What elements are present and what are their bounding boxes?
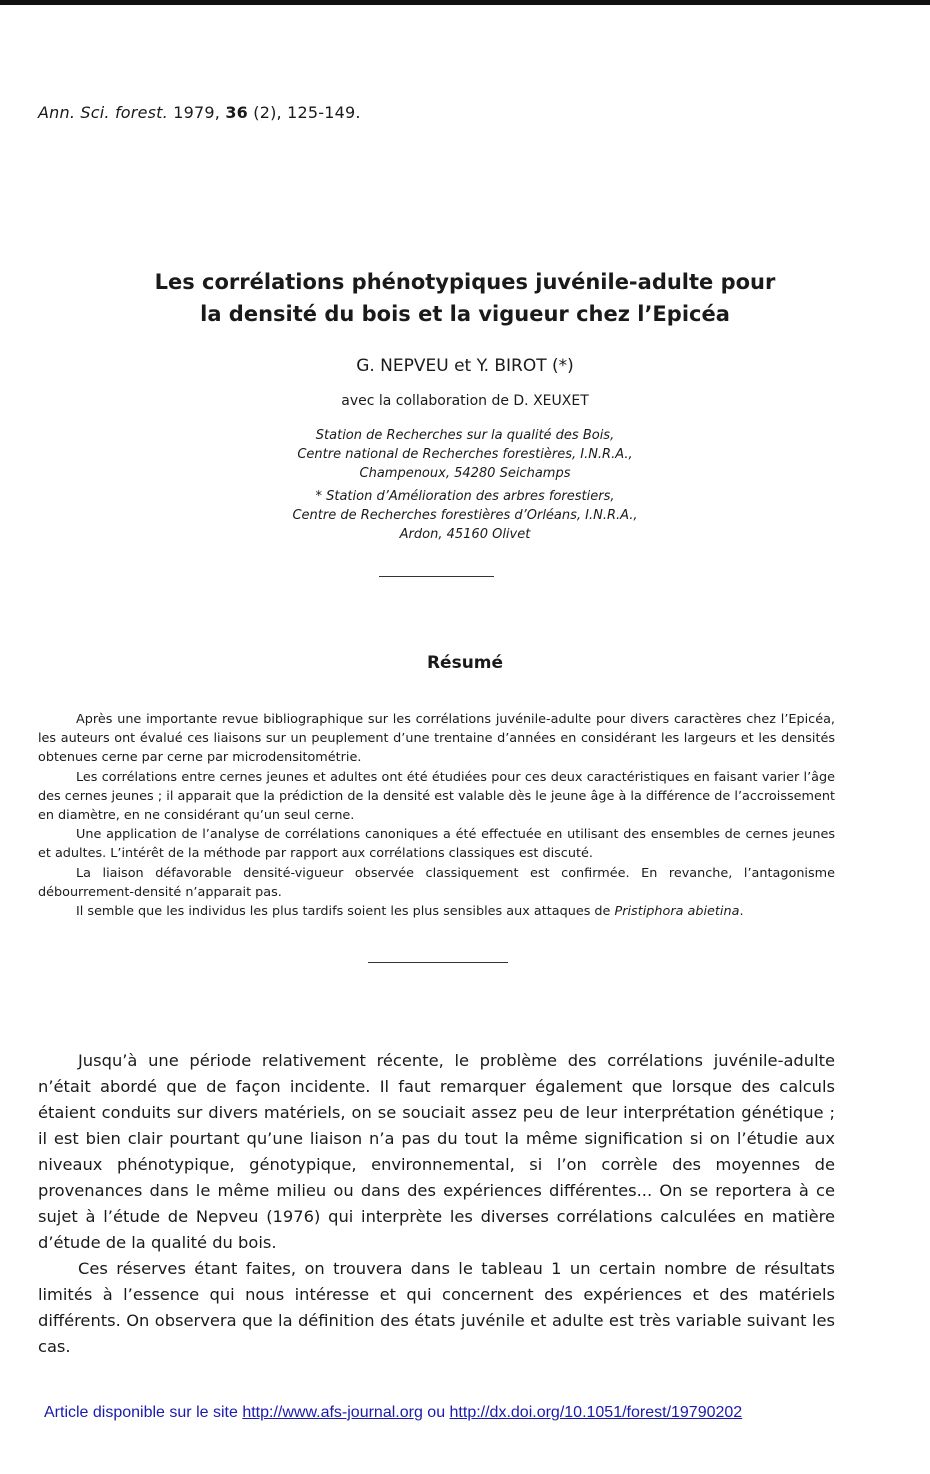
section-divider-2 (368, 962, 508, 963)
abstract-heading: Résumé (426, 653, 504, 673)
affiliation-1-line-2: Centre national de Recherches forestières, I.N.R.A., (297, 447, 633, 462)
body-text (38, 1048, 835, 1360)
affiliation-1-line-3: Champenoux, 54280 Seichamps (359, 466, 571, 481)
abstract-paragraph-1: Après une importante revue bibliographique sur les corrélations juvénile-adulte pour divers caractères chez l’Epicéa, les auteurs ont évalué ces liaisons sur un peuplement d’une trentaine d’années en considérant les largeurs et les densités obtenues cerne par cerne par microdensitométrie. (38, 712, 835, 766)
citation-volume: 36 (225, 103, 248, 122)
availability-footer (44, 1404, 742, 1422)
citation (38, 103, 361, 122)
abstract-paragraph-5 (38, 902, 835, 921)
body-paragraph-2: Ces réserves étant faites, on trouvera dans le tableau 1 un certain nombre de résultats limités à l’essence qui nous intéresse et qui concernent des expériences et des matériels différents. On observera que la définition des états juvénile et adulte est très variable suivant les cas. (38, 1259, 835, 1356)
abstract-p5-end: . (739, 904, 744, 920)
citation-year: 1979, (173, 103, 221, 122)
paper-title (60, 266, 870, 330)
abstract-p5-text: Il semble que les individus les plus tardifs soient les plus sensibles aux attaques de (76, 904, 615, 920)
collaboration: avec la collaboration de D. XEUXET (341, 393, 589, 409)
title-line-1: Les corrélations phénotypiques juvénile-adulte pour (154, 270, 776, 294)
abstract-paragraph-2: Les corrélations entre cernes jeunes et adultes ont été étudiées pour ces deux caractéristiques en faisant varier l’âge des cernes jeunes ; il apparait que la prédiction de la densité est valable dès le jeune âge à la différence de l’accroissement en diamètre, en ne considérant qu’un seul cerne. (38, 769, 835, 824)
title-line-2: la densité du bois et la vigueur chez l’Epicéa (200, 302, 730, 326)
citation-issue-pages: (2), 125-149. (253, 103, 361, 122)
abstract-paragraph-3: Une application de l’analyse de corrélations canoniques a été effectuée en utilisant des ensembles de cernes jeunes et adultes. L’intérêt de la méthode par rapport aux corrélations classiques est discuté. (38, 827, 835, 862)
affiliation-2 (0, 487, 930, 544)
journal-site-link[interactable]: http://www.afs-journal.org (242, 1404, 423, 1421)
citation-journal: Ann. Sci. forest. (38, 103, 168, 122)
affiliation-2-line-2: Centre de Recherches forestières d’Orléans, I.N.R.A., (292, 508, 638, 523)
affiliation-1 (0, 426, 930, 483)
affiliation-2-line-3: Ardon, 45160 Olivet (399, 527, 531, 542)
scan-top-border (0, 0, 930, 5)
section-divider (379, 576, 494, 577)
authors: G. NEPVEU et Y. BIROT (*) (356, 356, 574, 376)
body-paragraph-1: Jusqu’à une période relativement récente, le problème des corrélations juvénile-adulte n’était abordé que de façon incidente. Il faut remarquer également que lorsque des calculs étaient conduits sur divers matériels, on se souciait assez peu de leur interprétation génétique ; il est bien clair pourtant qu’une liaison n’a pas du tout la même signification si on l’étudie aux niveaux phénotypique, génotypique, environnemental, si l’on corrèle des moyennes de provenances dans le même milieu ou dans des expériences différentes... On se reportera à ce sujet à l’étude de Nepveu (1976) qui interprète les diverses corrélations calculées en matière d’étude de la qualité du bois. (38, 1051, 835, 1252)
affiliation-1-line-1: Station de Recherches sur la qualité des Bois, (315, 428, 615, 443)
affiliation-2-line-1: * Station d’Amélioration des arbres forestiers, (315, 489, 615, 504)
footer-middle: ou (422, 1404, 450, 1421)
footer-prefix: Article disponible sur le site (44, 1404, 243, 1421)
abstract (38, 710, 835, 921)
abstract-paragraph-4: La liaison défavorable densité-vigueur observée classiquement est confirmée. En revanche, l’antagonisme débourrement-densité n’apparait pas. (38, 865, 835, 900)
species-name: Pristiphora abietina (614, 904, 740, 920)
doi-link[interactable]: http://dx.doi.org/10.1051/forest/19790202 (449, 1404, 743, 1421)
